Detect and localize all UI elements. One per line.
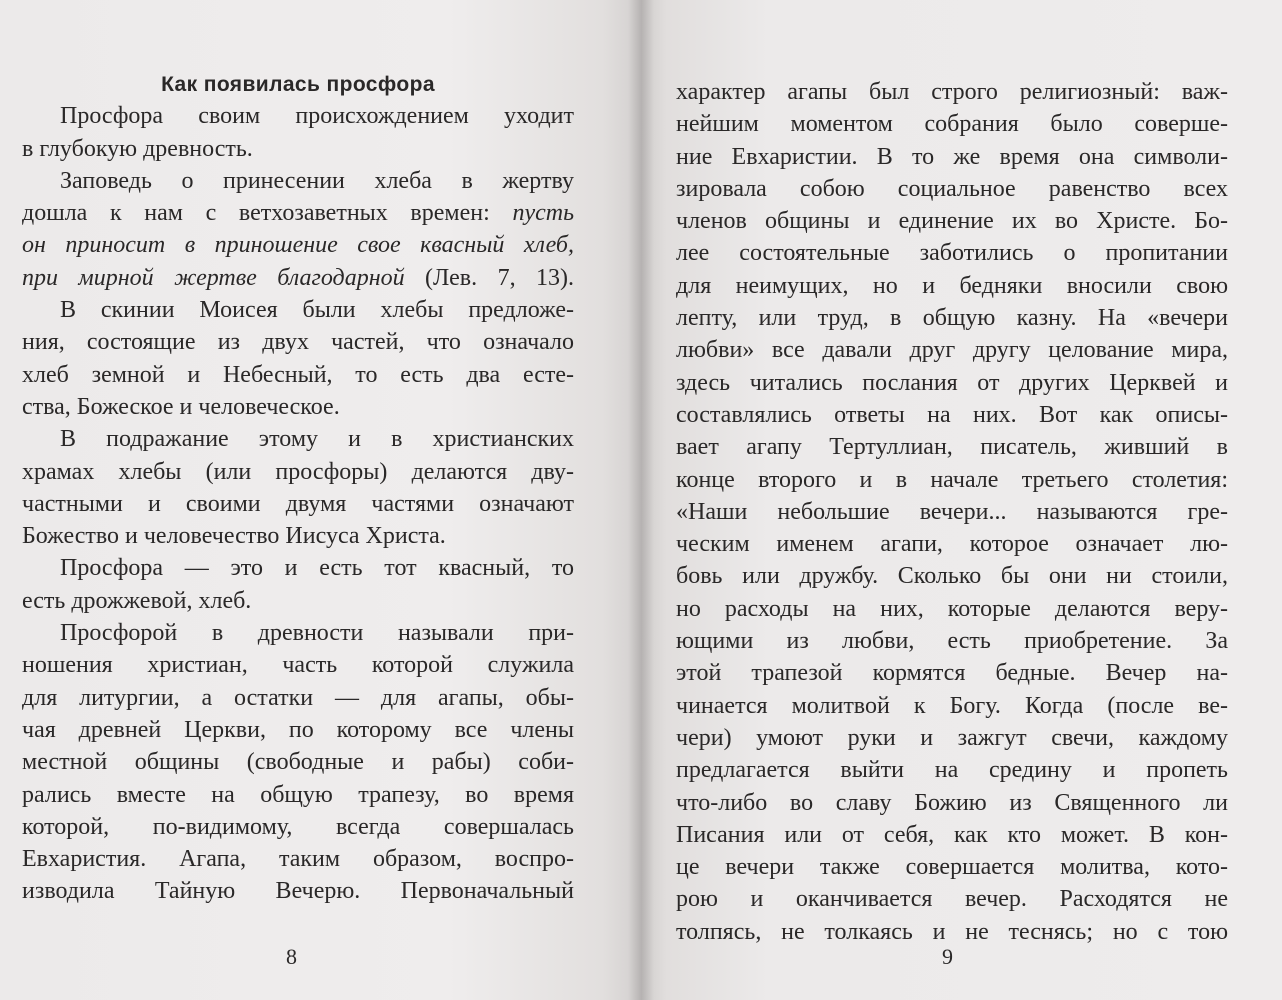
text-line: лее состоятельные заботились о пропитании [676, 240, 1228, 267]
text-line: чая древней Церкви, по которому все члены [22, 716, 574, 743]
text-line: нейшим моментом собрания было соверше- [676, 111, 1228, 138]
text-line: составлялись ответы на них. Вот как описы- [676, 401, 1228, 428]
text-line: предлагается выйти на средину и пропеть [676, 757, 1228, 784]
text-line-part: дошла к нам с ветхозаветных времен: [22, 200, 490, 227]
text-line: которой, по-видимому, всегда совершалась [22, 813, 574, 840]
text-line: для литургии, а остатки — для агапы, обы- [22, 684, 574, 711]
page-number-right: 9 [942, 944, 953, 969]
text-line: «Наши небольшие вечери... называются гре- [676, 498, 1228, 525]
text-line: ношения христиан, часть которой служила [22, 652, 574, 679]
text-line: ние Евхаристии. В то же время она символи- [676, 143, 1228, 170]
text-line [22, 262, 574, 294]
text-line: ческим именем агапи, которое означает лю- [676, 531, 1228, 558]
text-line: Писания или от себя, как кто может. В кон- [676, 821, 1228, 848]
text-line: Просфорой в древности называли при- [60, 620, 574, 647]
text-line: в глубокую древность. [22, 135, 253, 162]
text-line: этой трапезой кормятся бедные. Вечер на- [676, 660, 1228, 687]
text-line: чинается молитвой к Богу. Когда (после ве- [676, 692, 1228, 719]
text-line: Просфора — это и есть тот квасный, то [60, 555, 574, 582]
text-line: для неимущих, но и бедняки вносили свою [676, 272, 1228, 299]
text-line: есть дрожжевой, хлеб. [22, 587, 252, 614]
text-line: В скинии Моисея были хлебы предложе- [60, 297, 574, 324]
text-line: Евхаристия. Агапа, таким образом, воспро- [22, 846, 574, 873]
scripture-quote: при мирной жертве благодарной [22, 264, 405, 291]
text-line: изводила Тайную Вечерю. Первоначальный [22, 878, 574, 905]
left-page-text [22, 68, 574, 908]
text-line: Божество и человечество Иисуса Христа. [22, 523, 446, 550]
text-line: чери) умоют руки и зажгут свечи, каждому [676, 724, 1228, 751]
text-line: членов общины и единение их во Христе. Бо- [676, 208, 1228, 235]
right-page-text [676, 76, 1228, 948]
scripture-quote: пусть [512, 200, 574, 227]
page-number-left: 8 [286, 944, 297, 969]
text-line [22, 229, 574, 261]
text-line: толпясь, не толкаясь и не теснясь; но с тою [676, 918, 1228, 945]
text-line: но расходы на них, которые делаются веру- [676, 595, 1228, 622]
text-line: бовь или дружбу. Сколько бы они ни стоили, [676, 563, 1228, 590]
text-line: рою и оканчивается вечер. Расходятся не [676, 886, 1228, 913]
text-line: храмах хлебы (или просфоры) делаются дву- [22, 458, 574, 485]
text-line: зировала собою социальное равенство всех [676, 175, 1228, 202]
text-line: ства, Божеское и человеческое. [22, 393, 340, 420]
text-line: Заповедь о принесении хлеба в жертву [60, 167, 574, 194]
text-line: ния, состоящие из двух частей, что означало [22, 329, 574, 356]
text-line: ющими из любви, есть приобретение. За [676, 628, 1228, 655]
text-line: вает агапу Тертуллиан, писатель, живший в [676, 434, 1228, 461]
scripture-citation: (Лев. 7, 13). [425, 264, 574, 291]
text-line: лепту, или труд, в общую казну. На «вечери [676, 305, 1228, 332]
chapter-title: Как появилась просфора [161, 73, 435, 96]
text-line: хлеб земной и Небесный, то есть два есте- [22, 361, 574, 388]
text-line: конце второго и в начале третьего столетия: [676, 466, 1228, 493]
text-line: Просфора своим происхождением уходит [60, 103, 574, 130]
text-line: характер агапы был строго религиозный: важ- [676, 79, 1228, 105]
text-line: В подражание этому и в христианских [60, 426, 574, 453]
text-line: здесь читались послания от других Церквей и [676, 369, 1228, 396]
text-line: что-либо во славу Божию из Священного ли [676, 789, 1228, 816]
text-line: частными и своими двумя частями означают [22, 490, 574, 517]
text-line: це вечери также совершается молитва, кото- [676, 854, 1228, 881]
scripture-quote: он приносит в приношение свое квасный хлеб, [22, 232, 574, 259]
text-line [22, 197, 574, 229]
text-line: рались вместе на общую трапезу, во время [22, 781, 574, 808]
text-line: любви» все давали друг другу целование мира, [676, 337, 1228, 364]
text-line: местной общины (свободные и рабы) соби- [22, 749, 574, 776]
book-gutter-shadow [628, 0, 654, 1000]
